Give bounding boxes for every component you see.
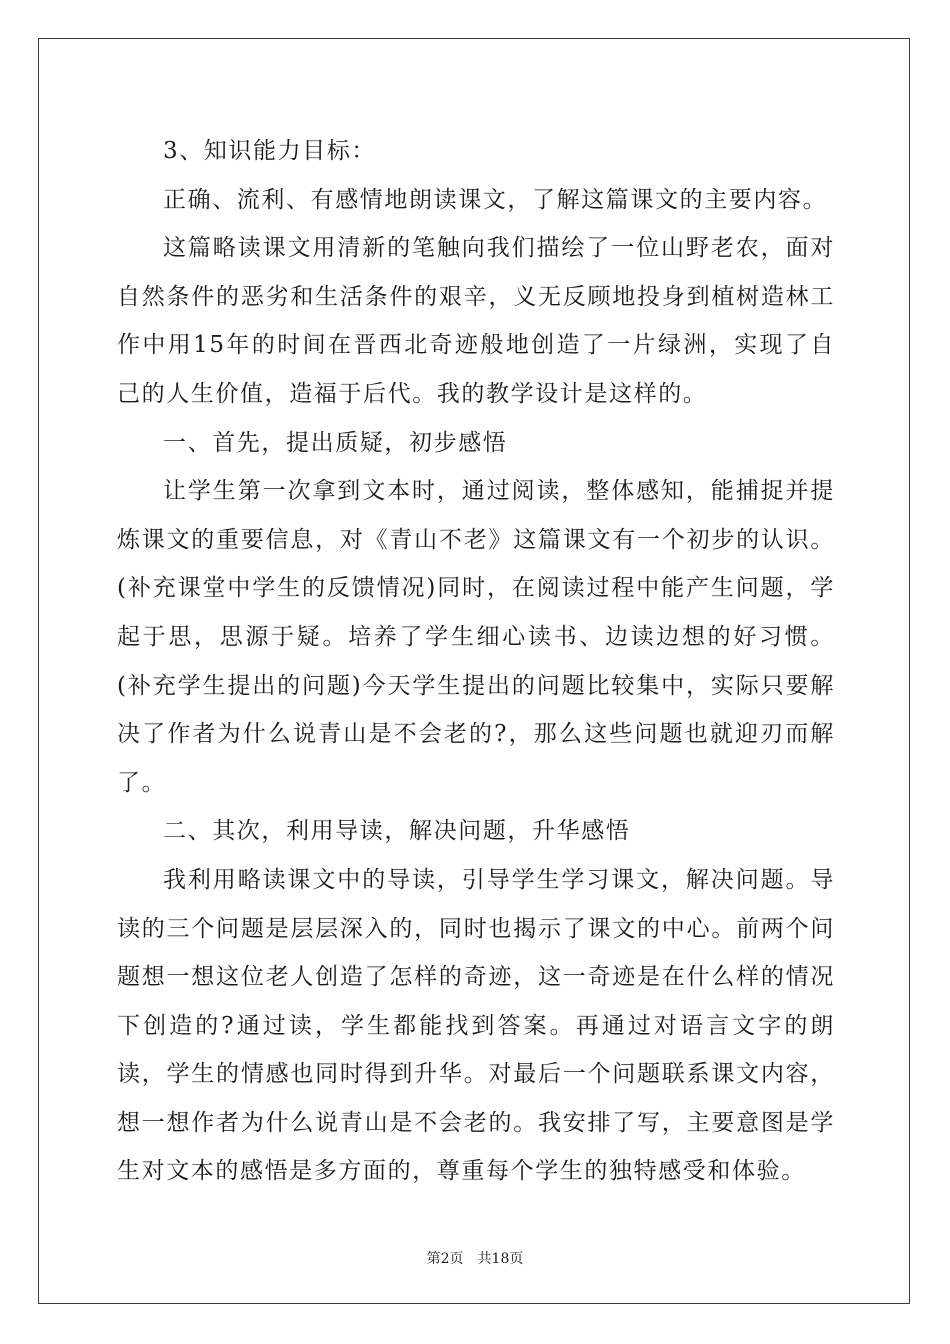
paragraph-first-step: 让学生第一次拿到文本时，通过阅读，整体感知，能捕捉并提炼课文的重要信息，对《青山不老》这篇课文有一个初步的认识。(补充课堂中学生的反馈情况)同时，在阅读过程中能产生问题，学起于思，思源于疑。培养了学生细心读书、边读边想的好习惯。(补充学生提出的问题)今天学生提出的问题比较集中，实际只要解决了作者为什么说青山是不会老的?，那么这些问题也就迎刃而解了。: [117, 478, 835, 796]
paragraph-objective-text: 正确、流利、有感情地朗读课文，了解这篇课文的主要内容。: [163, 186, 828, 213]
paragraph-second-step: 我利用略读课文中的导读，引导学生学习课文，解决问题。导读的三个问题是层层深入的，同时也揭示了课文的中心。前两个问题想一想这位老人创造了怎样的奇迹，这一奇迹是在什么样的情况下创造的?通过读，学生都能找到答案。再通过对语言文字的朗读，学生的情感也同时得到升华。对最后一个问题联系课文内容，想一想作者为什么说青山是不会老的。我安排了写，主要意图是学生对文本的感悟是多方面的，尊重每个学生的独特感受和体验。: [117, 866, 835, 1185]
section-heading-objectives: 3、知识能力目标：: [163, 138, 377, 164]
page-number-total: 共18页: [477, 1251, 524, 1267]
page-footer: [0, 1248, 950, 1268]
section-heading-first: 一、首先，提出质疑，初步感悟: [163, 429, 508, 456]
document-body: [117, 127, 835, 1196]
page-number-current: 第2页: [426, 1251, 464, 1267]
section-heading-second: 二、其次，利用导读，解决问题，升华感悟: [163, 818, 631, 845]
paragraph-introduction: 这篇略读课文用清新的笔触向我们描绘了一位山野老农，面对自然条件的恶劣和生活条件的艰辛，义无反顾地投身到植树造林工作中用15年的时间在晋西北奇迹般地创造了一片绿洲，实现了自己的人生价值，造福于后代。我的教学设计是这样的。: [117, 235, 835, 407]
